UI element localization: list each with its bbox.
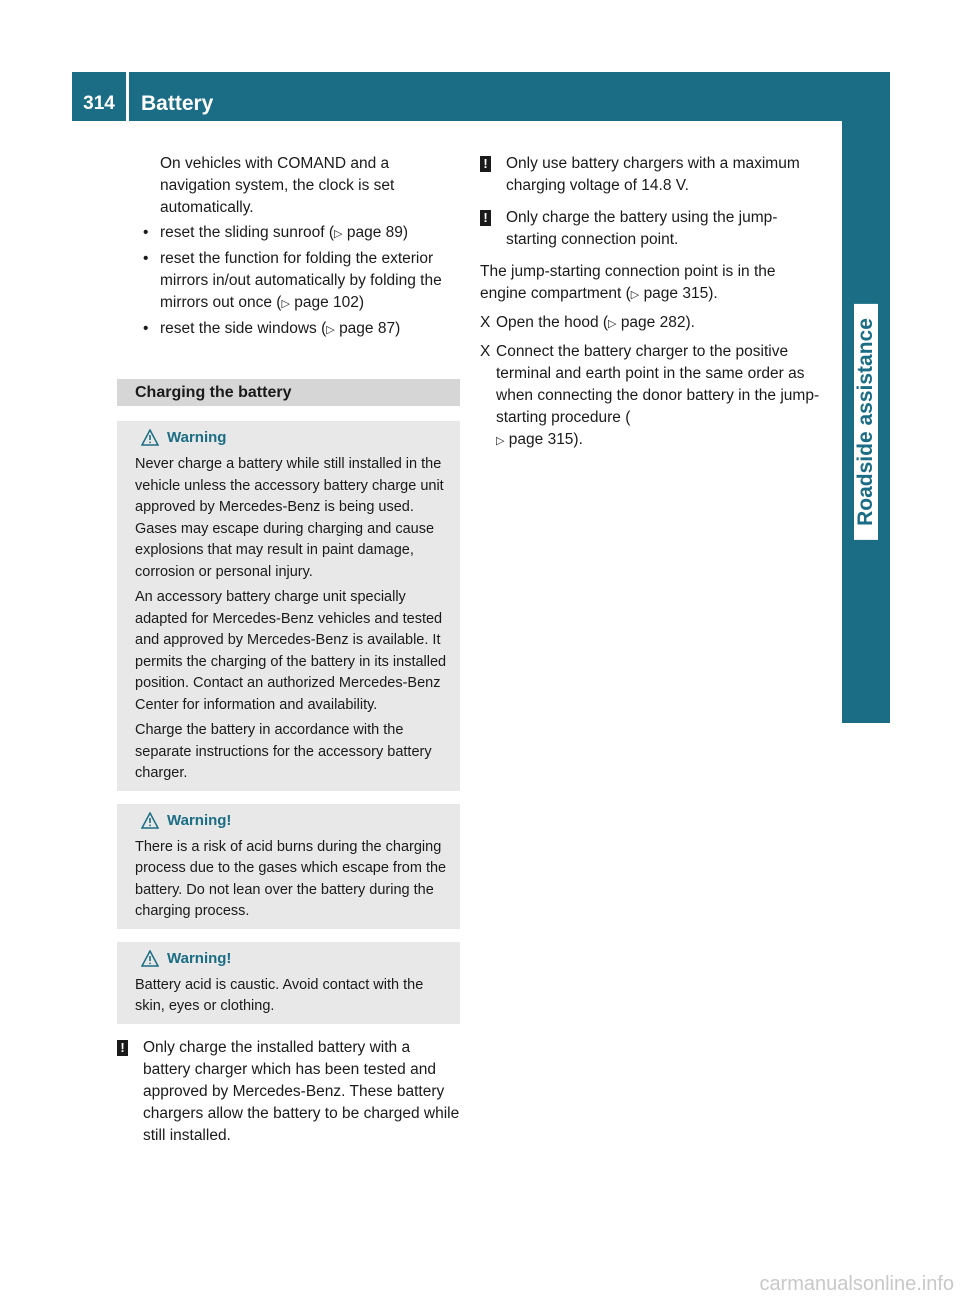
intro-text: On vehicles with COMAND and a navigation system, the clock is set automatically. — [160, 155, 395, 216]
page-ref-icon: ▷ — [496, 434, 505, 447]
warning-paragraph: Charge the battery in accordance with the separate instructions for the accessory battery charger. — [135, 722, 432, 781]
page-number: 314 — [83, 93, 115, 114]
side-tab-block — [842, 672, 890, 723]
warning-paragraph: An accessory battery charge unit specially adapted for Mercedes-Benz vehicles and tested and approved by Mercedes-Benz is available. It permits the charging of the battery in its installed position. Contact an authorized Mercedes-Benz Center for information and availability. — [135, 589, 447, 713]
body-paragraph — [480, 261, 825, 306]
step-text: Open the hood ( — [496, 314, 609, 331]
warning-title-row — [135, 809, 452, 833]
list-item-text: reset the function for folding the exterior mirrors in/out automatically by folding the mirrors out once ( — [160, 250, 442, 311]
header-divider — [126, 72, 129, 121]
list-item — [117, 318, 460, 341]
step-arrow-icon: X — [480, 343, 491, 360]
list-item-text: reset the sliding sunroof ( — [160, 224, 335, 241]
page-reference-link[interactable]: page 315). — [643, 285, 718, 302]
warning-triangle-icon — [141, 950, 159, 967]
step-item — [480, 312, 825, 335]
list-item — [117, 222, 460, 245]
note-text: Only charge the installed battery with a battery charger which has been tested and approved by Mercedes-Benz. These battery chargers allow the battery to be charged while still installed. — [143, 1038, 460, 1144]
page-ref-icon: ▷ — [608, 317, 617, 330]
page-ref-icon: ▷ — [326, 323, 335, 336]
bullet-icon: • — [143, 224, 149, 241]
warning-triangle-icon — [141, 812, 159, 829]
warning-title: Warning — [167, 429, 227, 446]
warning-box — [117, 942, 460, 1024]
exclamation-icon: ! — [480, 156, 491, 172]
page-reference-link[interactable]: page 102) — [294, 294, 365, 311]
step-arrow-icon: X — [480, 314, 491, 331]
page-reference-link[interactable]: page 282). — [620, 314, 695, 331]
warning-paragraph: Battery acid is caustic. Avoid contact with the skin, eyes or clothing. — [135, 976, 424, 1014]
step-text: Connect the battery charger to the positive terminal and earth point in the same order as when connecting the donor battery in the jump-starting procedure ( — [496, 343, 820, 426]
page-reference-link[interactable]: page 89) — [346, 224, 409, 241]
warning-title-row — [135, 947, 452, 971]
exclamation-icon: ! — [480, 210, 491, 226]
bullet-icon: • — [143, 320, 149, 337]
bullet-icon: • — [143, 250, 149, 267]
warning-paragraph: Never charge a battery while still installed in the vehicle unless the accessory battery charge unit approved by Mercedes-Benz is being used. Gases may escape during charging and cause explosions that may result in paint damage, corrosion or personal injury. — [135, 456, 444, 580]
exclamation-icon: ! — [117, 1040, 128, 1056]
page-ref-icon: ▷ — [334, 227, 343, 240]
page-title: Battery — [141, 92, 214, 115]
page-ref-icon: ▷ — [630, 288, 640, 301]
right-column — [480, 153, 825, 452]
watermark: carmanualsonline.info — [759, 1273, 954, 1295]
section-tab-label: Roadside assistance — [854, 304, 878, 540]
body-paragraph-text: The jump-starting connection point is in the engine compartment ( — [480, 263, 776, 302]
list-item — [117, 248, 460, 315]
note — [480, 153, 825, 197]
page-reference-link[interactable]: page 87) — [339, 320, 401, 337]
warning-triangle-icon — [141, 429, 159, 446]
left-column — [117, 153, 460, 1147]
list-item-text: reset the side windows ( — [160, 320, 327, 337]
section-heading: Charging the battery — [117, 379, 460, 406]
note-text: Only charge the battery using the jump-starting connection point. — [506, 209, 778, 248]
note — [117, 1037, 460, 1147]
step-item — [480, 341, 825, 452]
warning-box — [117, 804, 460, 929]
warning-box — [117, 421, 460, 791]
warning-paragraph: There is a risk of acid burns during the charging process due to the gases which escape from the battery. Do not lean over the battery during the charging process. — [135, 838, 447, 919]
note-text: Only use battery chargers with a maximum charging voltage of 14.8 V. — [506, 155, 800, 194]
warning-title: Warning! — [167, 949, 232, 967]
warning-title: Warning! — [167, 811, 232, 829]
section-tab[interactable] — [842, 121, 890, 723]
warning-title-row — [135, 426, 452, 450]
note — [480, 207, 825, 251]
page-reference-link[interactable]: page 315). — [508, 431, 583, 448]
page-ref-icon: ▷ — [281, 297, 290, 310]
